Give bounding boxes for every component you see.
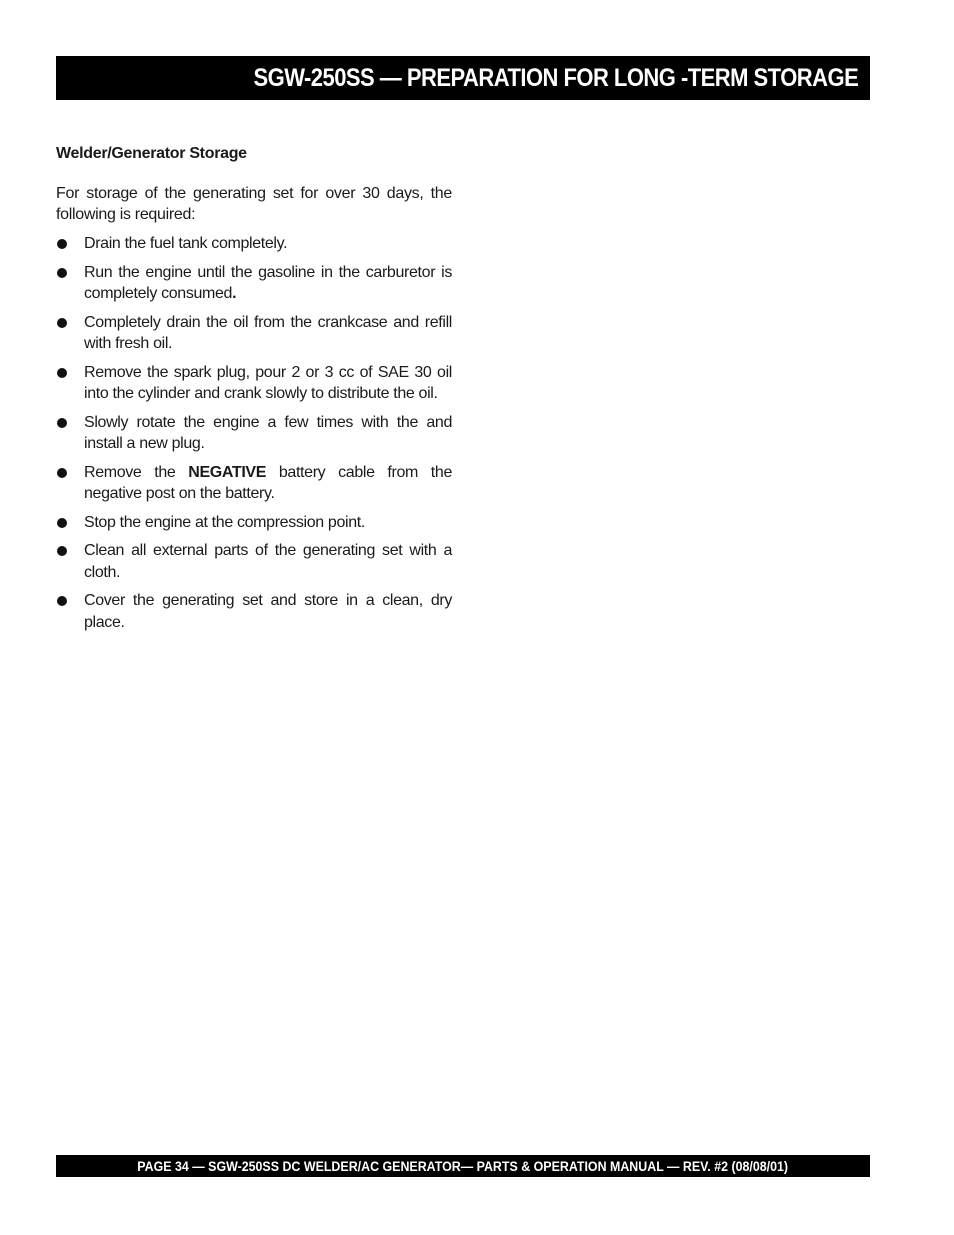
footer-bar <box>56 1155 870 1177</box>
intro-paragraph: For storage of the generating set for over 30 days, the following is required: <box>56 185 452 223</box>
list-item <box>56 362 452 405</box>
list-item-text: Stop the engine at the compression point. <box>84 513 365 531</box>
list-item <box>56 512 452 534</box>
list-item-text: Remove the spark plug, pour 2 or 3 cc of SAE 30 oil into the cylinder and crank slowly to distribute the oil. <box>84 363 452 402</box>
section-subheading: Welder/Generator Storage <box>56 145 247 162</box>
list-item-text: Slowly rotate the engine a few times with the and install a new plug. <box>84 413 452 452</box>
list-item <box>56 262 452 305</box>
list-item-text: Completely drain the oil from the crankcase and refill with fresh oil. <box>84 313 452 352</box>
list-item <box>56 412 452 455</box>
storage-steps-list <box>56 233 452 633</box>
bullet-icon <box>57 239 67 249</box>
list-item <box>56 540 452 583</box>
bullet-icon <box>57 546 67 556</box>
bullet-icon <box>57 468 67 478</box>
list-item <box>56 233 452 255</box>
list-item-text: Run the engine until the gasoline in the carburetor is completely consumed <box>84 263 452 302</box>
bullet-icon <box>57 318 67 328</box>
negative-emphasis: NEGATIVE <box>188 463 267 481</box>
bullet-icon <box>57 268 67 278</box>
bullet-icon <box>57 518 67 528</box>
bullet-icon <box>57 596 67 606</box>
page-title: SGW-250SS — PREPARATION FOR LONG -TERM STORAGE <box>253 63 858 92</box>
list-item <box>56 590 452 633</box>
storage-section <box>56 144 452 640</box>
list-item <box>56 462 452 505</box>
list-item-text: Cover the generating set and store in a clean, dry place. <box>84 592 452 631</box>
bullet-icon <box>57 368 67 378</box>
list-item-text: battery cable from the negative post on the battery. <box>84 463 452 502</box>
page-footer: PAGE 34 — SGW-250SS DC WELDER/AC GENERATOR— PARTS & OPERATION MANUAL — REV. #2 (08/08/01) <box>137 1158 789 1174</box>
title-bar <box>56 56 870 100</box>
bullet-icon <box>57 418 67 428</box>
list-item-prefix: Remove the <box>84 463 189 481</box>
list-item <box>56 312 452 355</box>
list-item-text: Drain the fuel tank completely. <box>84 235 288 252</box>
list-item-text: Clean all external parts of the generating set with a cloth. <box>84 542 452 581</box>
list-item-suffix: . <box>232 285 237 302</box>
